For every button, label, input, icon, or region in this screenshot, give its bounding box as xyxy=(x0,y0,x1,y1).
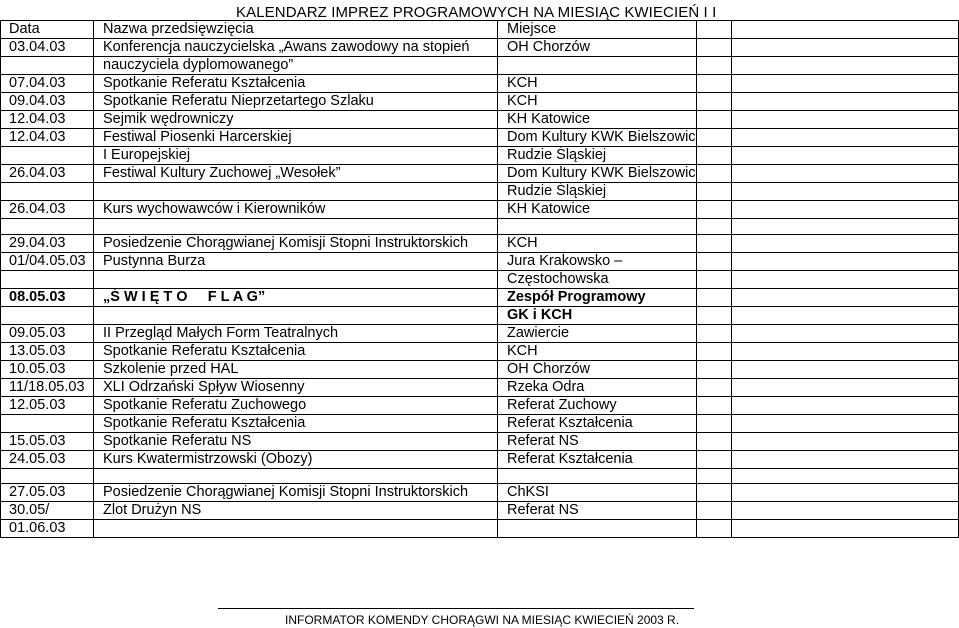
empty-cell xyxy=(697,147,732,165)
empty-cell xyxy=(732,271,959,289)
table-row xyxy=(1,520,959,538)
table-row xyxy=(1,129,959,147)
empty-cell xyxy=(732,451,959,469)
cell-date xyxy=(1,183,94,201)
cell-date: 07.04.03 xyxy=(1,75,94,93)
cell-date xyxy=(1,271,94,289)
cell-place: Częstochowska xyxy=(498,271,697,289)
cell-date: 12.05.03 xyxy=(1,397,94,415)
footer-rule xyxy=(218,608,694,609)
cell-event-name: I Europejskiej xyxy=(94,147,498,165)
cell-event-name xyxy=(94,520,498,538)
table-row xyxy=(1,165,959,183)
cell-date xyxy=(1,307,94,325)
empty-cell xyxy=(697,111,732,129)
cell-date xyxy=(1,147,94,165)
cell-event-name xyxy=(94,469,498,484)
empty-cell xyxy=(732,111,959,129)
empty-cell xyxy=(697,415,732,433)
empty-cell xyxy=(732,415,959,433)
cell-event-name: Szkolenie przed HAL xyxy=(94,361,498,379)
cell-date: 09.05.03 xyxy=(1,325,94,343)
table-row xyxy=(1,183,959,201)
cell-event-name: Spotkanie Referatu Kształcenia xyxy=(94,343,498,361)
empty-cell xyxy=(732,253,959,271)
cell-place: KH Katowice xyxy=(498,111,697,129)
empty-cell xyxy=(732,397,959,415)
empty-cell xyxy=(697,289,732,307)
cell-event-name: Sejmik wędrowniczy xyxy=(94,111,498,129)
cell-event-name xyxy=(94,183,498,201)
cell-place: Jura Krakowsko – xyxy=(498,253,697,271)
table-row xyxy=(1,343,959,361)
cell-event-name: Spotkanie Referatu NS xyxy=(94,433,498,451)
table-row xyxy=(1,201,959,219)
empty-cell xyxy=(732,469,959,484)
cell-event-name: „Ś W I Ę T O F L A G” xyxy=(94,289,498,307)
cell-place xyxy=(498,57,697,75)
empty-cell xyxy=(732,502,959,520)
empty-cell xyxy=(732,129,959,147)
empty-cell xyxy=(697,433,732,451)
cell-date: 12.04.03 xyxy=(1,129,94,147)
empty-cell xyxy=(732,433,959,451)
empty-cell xyxy=(697,502,732,520)
table-row xyxy=(1,93,959,111)
empty-cell xyxy=(697,343,732,361)
empty-cell xyxy=(732,361,959,379)
cell-place: KCH xyxy=(498,93,697,111)
empty-cell xyxy=(732,183,959,201)
empty-cell xyxy=(732,343,959,361)
page-title: KALENDARZ IMPREZ PROGRAMOWYCH NA MIESIĄC KWIECIEŃ I I xyxy=(236,4,717,21)
cell-event-name: Spotkanie Referatu Nieprzetartego Szlaku xyxy=(94,93,498,111)
empty-cell xyxy=(697,469,732,484)
cell-event-name xyxy=(94,307,498,325)
cell-date xyxy=(1,469,94,484)
empty-cell xyxy=(697,484,732,502)
cell-date: 09.04.03 xyxy=(1,93,94,111)
events-table xyxy=(0,20,959,538)
cell-date: 03.04.03 xyxy=(1,39,94,57)
table-row xyxy=(1,469,959,484)
cell-place: GK i KCH xyxy=(498,307,697,325)
empty-cell xyxy=(697,271,732,289)
empty-cell xyxy=(732,235,959,253)
cell-date: 24.05.03 xyxy=(1,451,94,469)
empty-cell xyxy=(697,129,732,147)
empty-cell xyxy=(697,325,732,343)
table-row xyxy=(1,147,959,165)
cell-place: KH Katowice xyxy=(498,201,697,219)
table-row xyxy=(1,57,959,75)
empty-cell xyxy=(732,39,959,57)
cell-event-name: Spotkanie Referatu Kształcenia xyxy=(94,75,498,93)
empty-cell xyxy=(697,75,732,93)
cell-place: OH Chorzów xyxy=(498,361,697,379)
table-row xyxy=(1,235,959,253)
cell-date: 26.04.03 xyxy=(1,201,94,219)
table-row xyxy=(1,75,959,93)
table-row xyxy=(1,397,959,415)
cell-place xyxy=(498,219,697,235)
cell-event-name: Kurs Kwatermistrzowski (Obozy) xyxy=(94,451,498,469)
cell-place: KCH xyxy=(498,75,697,93)
table-row xyxy=(1,39,959,57)
table-row xyxy=(1,379,959,397)
table-header-row xyxy=(1,21,959,39)
table-row xyxy=(1,361,959,379)
cell-date: 01/04.05.03 xyxy=(1,253,94,271)
empty-cell xyxy=(697,235,732,253)
cell-place: Dom Kultury KWK Bielszowic xyxy=(498,129,697,147)
table-row xyxy=(1,484,959,502)
table-row xyxy=(1,502,959,520)
column-header-name: Nazwa przedsięwzięcia xyxy=(94,21,498,39)
empty-cell xyxy=(697,253,732,271)
cell-date: 15.05.03 xyxy=(1,433,94,451)
cell-event-name: Festiwal Kultury Zuchowej „Wesołek” xyxy=(94,165,498,183)
cell-place: Referat NS xyxy=(498,502,697,520)
cell-event-name: Kurs wychowawców i Kierowników xyxy=(94,201,498,219)
empty-cell xyxy=(732,484,959,502)
empty-cell xyxy=(732,165,959,183)
empty-cell xyxy=(732,21,959,39)
cell-date xyxy=(1,219,94,235)
cell-date: 29.04.03 xyxy=(1,235,94,253)
cell-event-name: Konferencja nauczycielska „Awans zawodowy na stopień xyxy=(94,39,498,57)
table-row xyxy=(1,219,959,235)
cell-place: Referat Kształcenia xyxy=(498,415,697,433)
table-row xyxy=(1,253,959,271)
empty-cell xyxy=(697,183,732,201)
cell-event-name: XLI Odrzański Spływ Wiosenny xyxy=(94,379,498,397)
empty-cell xyxy=(732,93,959,111)
cell-place: KCH xyxy=(498,343,697,361)
empty-cell xyxy=(732,219,959,235)
cell-event-name: Festiwal Piosenki Harcerskiej xyxy=(94,129,498,147)
cell-event-name xyxy=(94,271,498,289)
cell-place: Rudzie Śląskiej xyxy=(498,147,697,165)
empty-cell xyxy=(697,201,732,219)
cell-date: 13.05.03 xyxy=(1,343,94,361)
table-body xyxy=(1,39,959,538)
cell-date: 08.05.03 xyxy=(1,289,94,307)
cell-event-name: nauczyciela dyplomowanego” xyxy=(94,57,498,75)
cell-date xyxy=(1,57,94,75)
cell-date: 26.04.03 xyxy=(1,165,94,183)
table-row xyxy=(1,271,959,289)
cell-event-name: Zlot Drużyn NS xyxy=(94,502,498,520)
table-row xyxy=(1,451,959,469)
table-row xyxy=(1,433,959,451)
empty-cell xyxy=(697,21,732,39)
cell-place: ChKSI xyxy=(498,484,697,502)
table-row xyxy=(1,415,959,433)
empty-cell xyxy=(697,379,732,397)
empty-cell xyxy=(697,520,732,538)
footer-text: INFORMATOR KOMENDY CHORĄGWI NA MIESIĄC KWIECIEŃ 2003 R. xyxy=(285,613,680,627)
cell-event-name: Spotkanie Referatu Kształcenia xyxy=(94,415,498,433)
empty-cell xyxy=(697,451,732,469)
empty-cell xyxy=(732,307,959,325)
cell-event-name xyxy=(94,219,498,235)
empty-cell xyxy=(697,397,732,415)
empty-cell xyxy=(732,520,959,538)
empty-cell xyxy=(697,93,732,111)
cell-place: Rudzie Śląskiej xyxy=(498,183,697,201)
column-header-date: Data xyxy=(1,21,94,39)
empty-cell xyxy=(732,201,959,219)
cell-place xyxy=(498,520,697,538)
cell-place: Dom Kultury KWK Bielszowic xyxy=(498,165,697,183)
cell-place: Referat Zuchowy xyxy=(498,397,697,415)
empty-cell xyxy=(732,325,959,343)
cell-place: Referat Kształcenia xyxy=(498,451,697,469)
empty-cell xyxy=(697,219,732,235)
empty-cell xyxy=(732,289,959,307)
empty-cell xyxy=(732,75,959,93)
cell-place: Zespół Programowy xyxy=(498,289,697,307)
cell-date: 01.06.03 xyxy=(1,520,94,538)
cell-date xyxy=(1,415,94,433)
cell-event-name: Posiedzenie Chorągwianej Komisji Stopni Instruktorskich xyxy=(94,235,498,253)
empty-cell xyxy=(697,307,732,325)
cell-date: 10.05.03 xyxy=(1,361,94,379)
table-row xyxy=(1,289,959,307)
empty-cell xyxy=(697,39,732,57)
empty-cell xyxy=(697,165,732,183)
column-header-place: Miejsce xyxy=(498,21,697,39)
cell-event-name: Spotkanie Referatu Zuchowego xyxy=(94,397,498,415)
cell-event-name: II Przegląd Małych Form Teatralnych xyxy=(94,325,498,343)
cell-date: 27.05.03 xyxy=(1,484,94,502)
cell-place: KCH xyxy=(498,235,697,253)
cell-date: 12.04.03 xyxy=(1,111,94,129)
cell-event-name: Posiedzenie Chorągwianej Komisji Stopni Instruktorskich xyxy=(94,484,498,502)
empty-cell xyxy=(732,57,959,75)
cell-place xyxy=(498,469,697,484)
cell-place: OH Chorzów xyxy=(498,39,697,57)
cell-place: Zawiercie xyxy=(498,325,697,343)
empty-cell xyxy=(732,379,959,397)
cell-date: 30.05/ xyxy=(1,502,94,520)
table-row xyxy=(1,325,959,343)
cell-event-name: Pustynna Burza xyxy=(94,253,498,271)
empty-cell xyxy=(697,57,732,75)
cell-place: Referat NS xyxy=(498,433,697,451)
table-row xyxy=(1,307,959,325)
empty-cell xyxy=(697,361,732,379)
table-row xyxy=(1,111,959,129)
cell-date: 11/18.05.03 xyxy=(1,379,94,397)
empty-cell xyxy=(732,147,959,165)
cell-place: Rzeka Odra xyxy=(498,379,697,397)
